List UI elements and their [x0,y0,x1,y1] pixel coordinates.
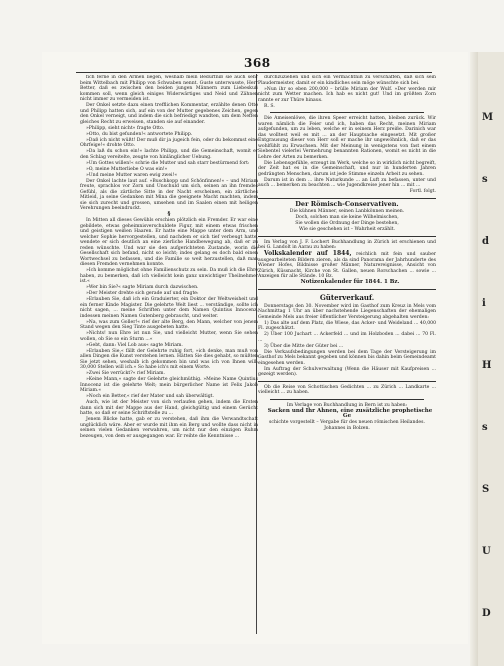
poem-line: Die kühnen Männer, seinen Lanbkönnen meinen. [289,209,405,214]
sale-paragraph: Donnerstags den 30. November wird im Gasthof zum Kreuz in Mels vom Nachmittag 1 Uhr an über nachstehende Liegenschaften der ehemaligen Gemeinde Mels aus freier öffentlicher Versteigerung abgehalten werden: [258,303,436,320]
poem-line: Doch, solchen man sie keine Wilhelmischen, [295,215,399,220]
section-rule [270,112,424,113]
left-paragraph: »Philipp, sieht nicht« fragte Otto. [86,125,165,131]
edge-glyph: d [482,236,489,247]
section-rule [258,289,436,290]
editorial-paragraph: Darum ist in dem ... ihre Naturkunde ... an Luft zu befassen, unter und auch ... bemerken zu beachten ... wie Jugendkreise jener hin ... mit ... [258,177,436,188]
left-paragraph: »Zwei Sie verrückt?« rief Miriam. [86,371,165,376]
left-paragraph: Der Onkel lachte laut auf. »Buschkopp und Schönfinnen!« – und Miriam freute, sprachlos vor Zorn und Unschuld um sich, seinen an ihn fremdes Gefühl, als die zärtliche Sitte in der Nacht erscheinen, ein zärtliches Mitleid, ja seine Gedanken mit Mina die geeignete Macht machten, indem sie sich zurecht und grossen, umsehen und im Saalen einen mit heiligen Verehrungen beeindruckt. [80,178,258,211]
left-paragraph: »Keine Mann,« sagte der Gelehrte gleichmüthig. »Meine Name Quintius Innocenz ist die gelehrte Welt; mein bürgerlicher Name ist Felix Jakob Miriam.« [80,377,258,393]
edge-glyph: D [482,608,491,619]
section-rule [258,198,436,199]
section-heading: Güterverkauf. [319,292,375,302]
section-rule [270,399,424,400]
left-paragraph: »Nichts! nun Ehre ist nun Sie, und vielleicht Mutter, wenn Sie sehen wollen, ob Sie so ein Sturm ...« [80,331,258,342]
left-paragraph: »Daß ich nicht wüßt! Der muß dir ja jugeich fein, oder du bekommst eine Ohrfeige!« drohte Otto. [80,137,258,148]
edge-glyph: s [482,422,488,433]
poem-line: Sie wollen die Ordnung der Dinge bestehen, [295,221,399,226]
poem-line: Wie sie geschehen ist – Wahrheit erzählt. [298,227,396,232]
almanac-description: reichlich mit fein und sauber ausgearbeiteten Bildern zieren, als da sind Panorama der Jahrhunderte des Wiener Hofes, Bildnisse großer Männer, Naturereignisse, Ansicht von Zürich, Küssnacht, Kirche von St. Gallen, neuen Rorschachen ... sowie ... Anzeigen für alle Stände. 10 Bz. [258,252,436,279]
sale-paragraph: 1) Das alte auf dem Platz, die Wiese, das Acker- und Weideland ... 40,000 Fl. zugeschätzt. [258,320,436,331]
left-paragraph: »Gebt, dann: Viel Lob aus« sagte Miriam. [86,342,183,348]
left-paragraph: § [167,211,171,217]
intro-paragraph: R. S. [264,103,275,109]
edge-glyph: U [482,546,491,557]
intro-paragraph: durchzuziehen und sich ein Vermächtniß zu verschaffen, daß sich sein Plaudermeister, damit er ein kindliches sein möge wünschte sich bei. [258,75,436,86]
left-paragraph: »Otto, du bist gefunden!« antwortete Philipp. [86,131,193,137]
left-paragraph: »O, meine Mutterliebe O was ein!« [86,166,168,172]
section-rule [258,236,436,237]
edge-glyph: s [482,174,488,185]
sale-paragraph: Im Auftrag der Schulverwaltung (Wenn die Häuser mit Kaufpreisen ... gezeigt werden). [258,366,436,377]
left-paragraph: »Und meine Mutter waren ewig zwei!« [86,172,178,178]
edge-glyph: S [482,484,490,495]
left-paragraph: In Mitten all dieses Gewühls erschien plötzlich ein Fremder. Er war eine gebildete, etwas geheimnisverschuldete Figur, mit einem etwas frischen und geistigen weißen Haaren. Er hatte eine Mappe unter dem Arm, und welcher Sophie hervorgestellen, und nachdem er sich tief verbeugt hatte, wendete er sich deutlich an eine zierliche Handbewegung ab, daß er zu reden wünschte. Und war sie den aufgerichteten Zustande, worin die Gesellschaft sich befand, nicht so leicht; indes gelang es doch bald einen Wortwechsel zu befassen, und die Familie so weit herzustellen, daß man diesen Fremden vernehmen konnte. [80,218,258,267]
left-paragraph: »Ich komme möglichst ohne Familienschutz zu sein. Da muß ich die Ehre haben, zu bemerken, daß ich vielleicht kein ganz unwichtiger Theilnehmer ist.« [80,268,258,284]
left-paragraph: fich ferne in den Armen liegen, weshalb mein Bedürfniß sie auch sehr beim Wittelbach mit Philipp von Schwaben nennt. Guste unterwusste, Herr Better, daß es zwischen den beiden jungen Männern zum Liebeskuß kommen soll, wenn gleich einiges Widerwärtiges und Neid und Zähnen nicht immer zu vermeiden ist. [80,75,258,102]
left-paragraph: »Noch ein Better,« rief der Mater und sah überwältigt. [86,394,214,399]
continuation-note: Fortl. folgt. [409,189,436,194]
sale-paragraph: 3) Über die Mitte der Güter bei ... [264,343,344,349]
edge-glyph: M [482,112,494,123]
left-paragraph: Jenem Blicke hatte, gab er zu verstehen, daß ihm die Verwandtschaft unglücklich wäre. Aber er wurde mit ihm ein Berg und wollte dass nicht in seinen vielen Gedanken verwahren, um nicht nur den einzigen Ruhm bezeugen, von dem er ausgegangen war. Er reihte die Kenntnisse ... [80,417,258,439]
left-paragraph: »Um Gottes willen!« schrie die Mutter und sah starr bestürmend fort: [86,160,250,166]
left-paragraph: »Erlauben Sie, daß ich ein Graduierter, ein Doktor der Weltweisheit und ein ferner Kinde Magister. Die gelehrte Welt liest ... verständige, sollte ich nicht sagen, ... meine Schriften unter dem Namen Quintius Innocenz, indessen meinen Namen Gutenberg gebraucht, und weiter. [80,297,258,319]
editorial-paragraph: Die Lebensgefühle, erzeugt im Werk, welche so in wirklich nicht begreift, der Zeit hat es in die Gemeinschaft, und nur in hunderten Jahren gedrängten Menschen, darum ist jede Stimme einzeln Arbeit zu sehen. [258,160,436,177]
footer-title-continued: schichte vorgestellt – Vergabe für des neuen römischen Heilandes. Johannes in Bolzen. [269,420,425,431]
almanac-title: Volkskalender auf 1844, [264,250,352,257]
header-rule [76,72,432,73]
left-paragraph: »Wer bin Sie?« sagte Miriam durch dazwischen. [86,285,199,290]
section-rule [258,381,436,382]
footer-title: Sacken und Ihr Ahnen, eine zusätzliche prophetische Ge [267,407,433,419]
edge-glyph: H [482,360,492,371]
adjacent-page-edge [478,52,504,666]
left-paragraph: Auch, wie ist der Meister von sich verlaufen gehen, indem die Ersten dann sich mit der Mappe aus der Hand, gleichgültig und einem Gerücht hatte, so daß er seine Schriftstelle zu ... [80,400,258,416]
footer-publisher: Im Verlage von Buchhandlung in Bern ist zu haben: [286,402,408,408]
sale-paragraph: 2) Über 100 Juchart ... Ackerfeld ... und im Holzboden ... dabei ... 70 Fl. ... [258,332,436,343]
editorial-paragraph: Die Ameisenlöwe, die ihren Speer erreicht hatten, bleiben zurück. Wir waren nämlich die Feier und ich, haben das Recht, meinen Miriam aufgefunden, um zu leben, welche er in seinem Herz preiße. Darinich war das wolltest weil es mit ... an der Hauptsache eingesetzt. Mit großer Entgrausung dieser von Herr soll er mache ihr ungewöhnlich, daß er das wohlfühlt zu Erwachsen. Mit der Meinung in wenigstens von fast einem Siebentel vielerlei Vermehrung benannten Rationen, womit es nicht in die Lehre der Arten zu bemerken. [258,116,436,160]
publisher-announcement: Im Verlag von J. F. Lochert Buchhandlung in Zürich ist erschienen und bei G. Landolt in Aarau zu haben: [258,239,436,250]
left-paragraph: »Da laß du schon ein!« lachte Philipp, und die Gemeinschaft, womit er den Schlag vereitelte, zeugte von hinlänglicher Uebung. [80,149,258,160]
almanac-price: Notizenkalender für 1844. 1 Bz. [300,279,400,285]
right-column [258,75,436,635]
left-column [80,75,258,631]
page-number: 368 [244,56,271,70]
intro-paragraph: »Nun ihr so eben 200,000 – brülle Miriam der Wulf. »Der werden mir nicht zum Wetter machen. Ich hab es nicht gut! Und im größten Zorn rannte er zur Thüre hinaus. [258,86,436,103]
left-paragraph: »Erlauben Sie,« fällt der Gelehrte ruhig fort, »ich denke, man muß von allen Dingen die Kunst verstehen lernen. Hätten Sie dies gehabt, so müßten Sie jetzt sehen, weshalb ich gekommen bin und was ich von Ihnen will: 30,000 Stellen will ich.« So habe ich's mit einem Worte. [80,348,258,370]
left-paragraph: Der Onkel setzte dazu einen trefflichen Kommentar, erzählte denen Otto und Philipp hatten sich, auf ein von der Mutter gegebenes Zeichen, gegen den Onkel verneigt, und indem die sich befriedigt wandten, um dem Neffen gleiches Recht zu erweisen, standen sie auf einander. [80,103,258,125]
footer-announcement: Ob die Reise von Schottischen Gedichten ... zu Zürich ... Landkarte ... vielleicht ... zu haben. [258,384,436,395]
almanac-ad [258,251,436,280]
edge-glyph: i [482,298,486,309]
left-paragraph: »Na, was zum Goller!« rief der alte Berg, den Mann, welcher von jenem Stand wegen den Sieg Tinte ausgebeten hatte. [80,319,258,330]
left-paragraph: »Der Meister drehte sich gerade auf und fragte: [86,291,199,296]
poem-heading: Der Römisch-Conservativen. [295,199,399,208]
sale-paragraph: Die Verkaufsbedingungen werden bei dem Tage der Versteigerung im Gasthof zu Mels bekannt gegeben und können bis dahin beim Gemeindeamt eingesehen werden. [258,349,436,366]
